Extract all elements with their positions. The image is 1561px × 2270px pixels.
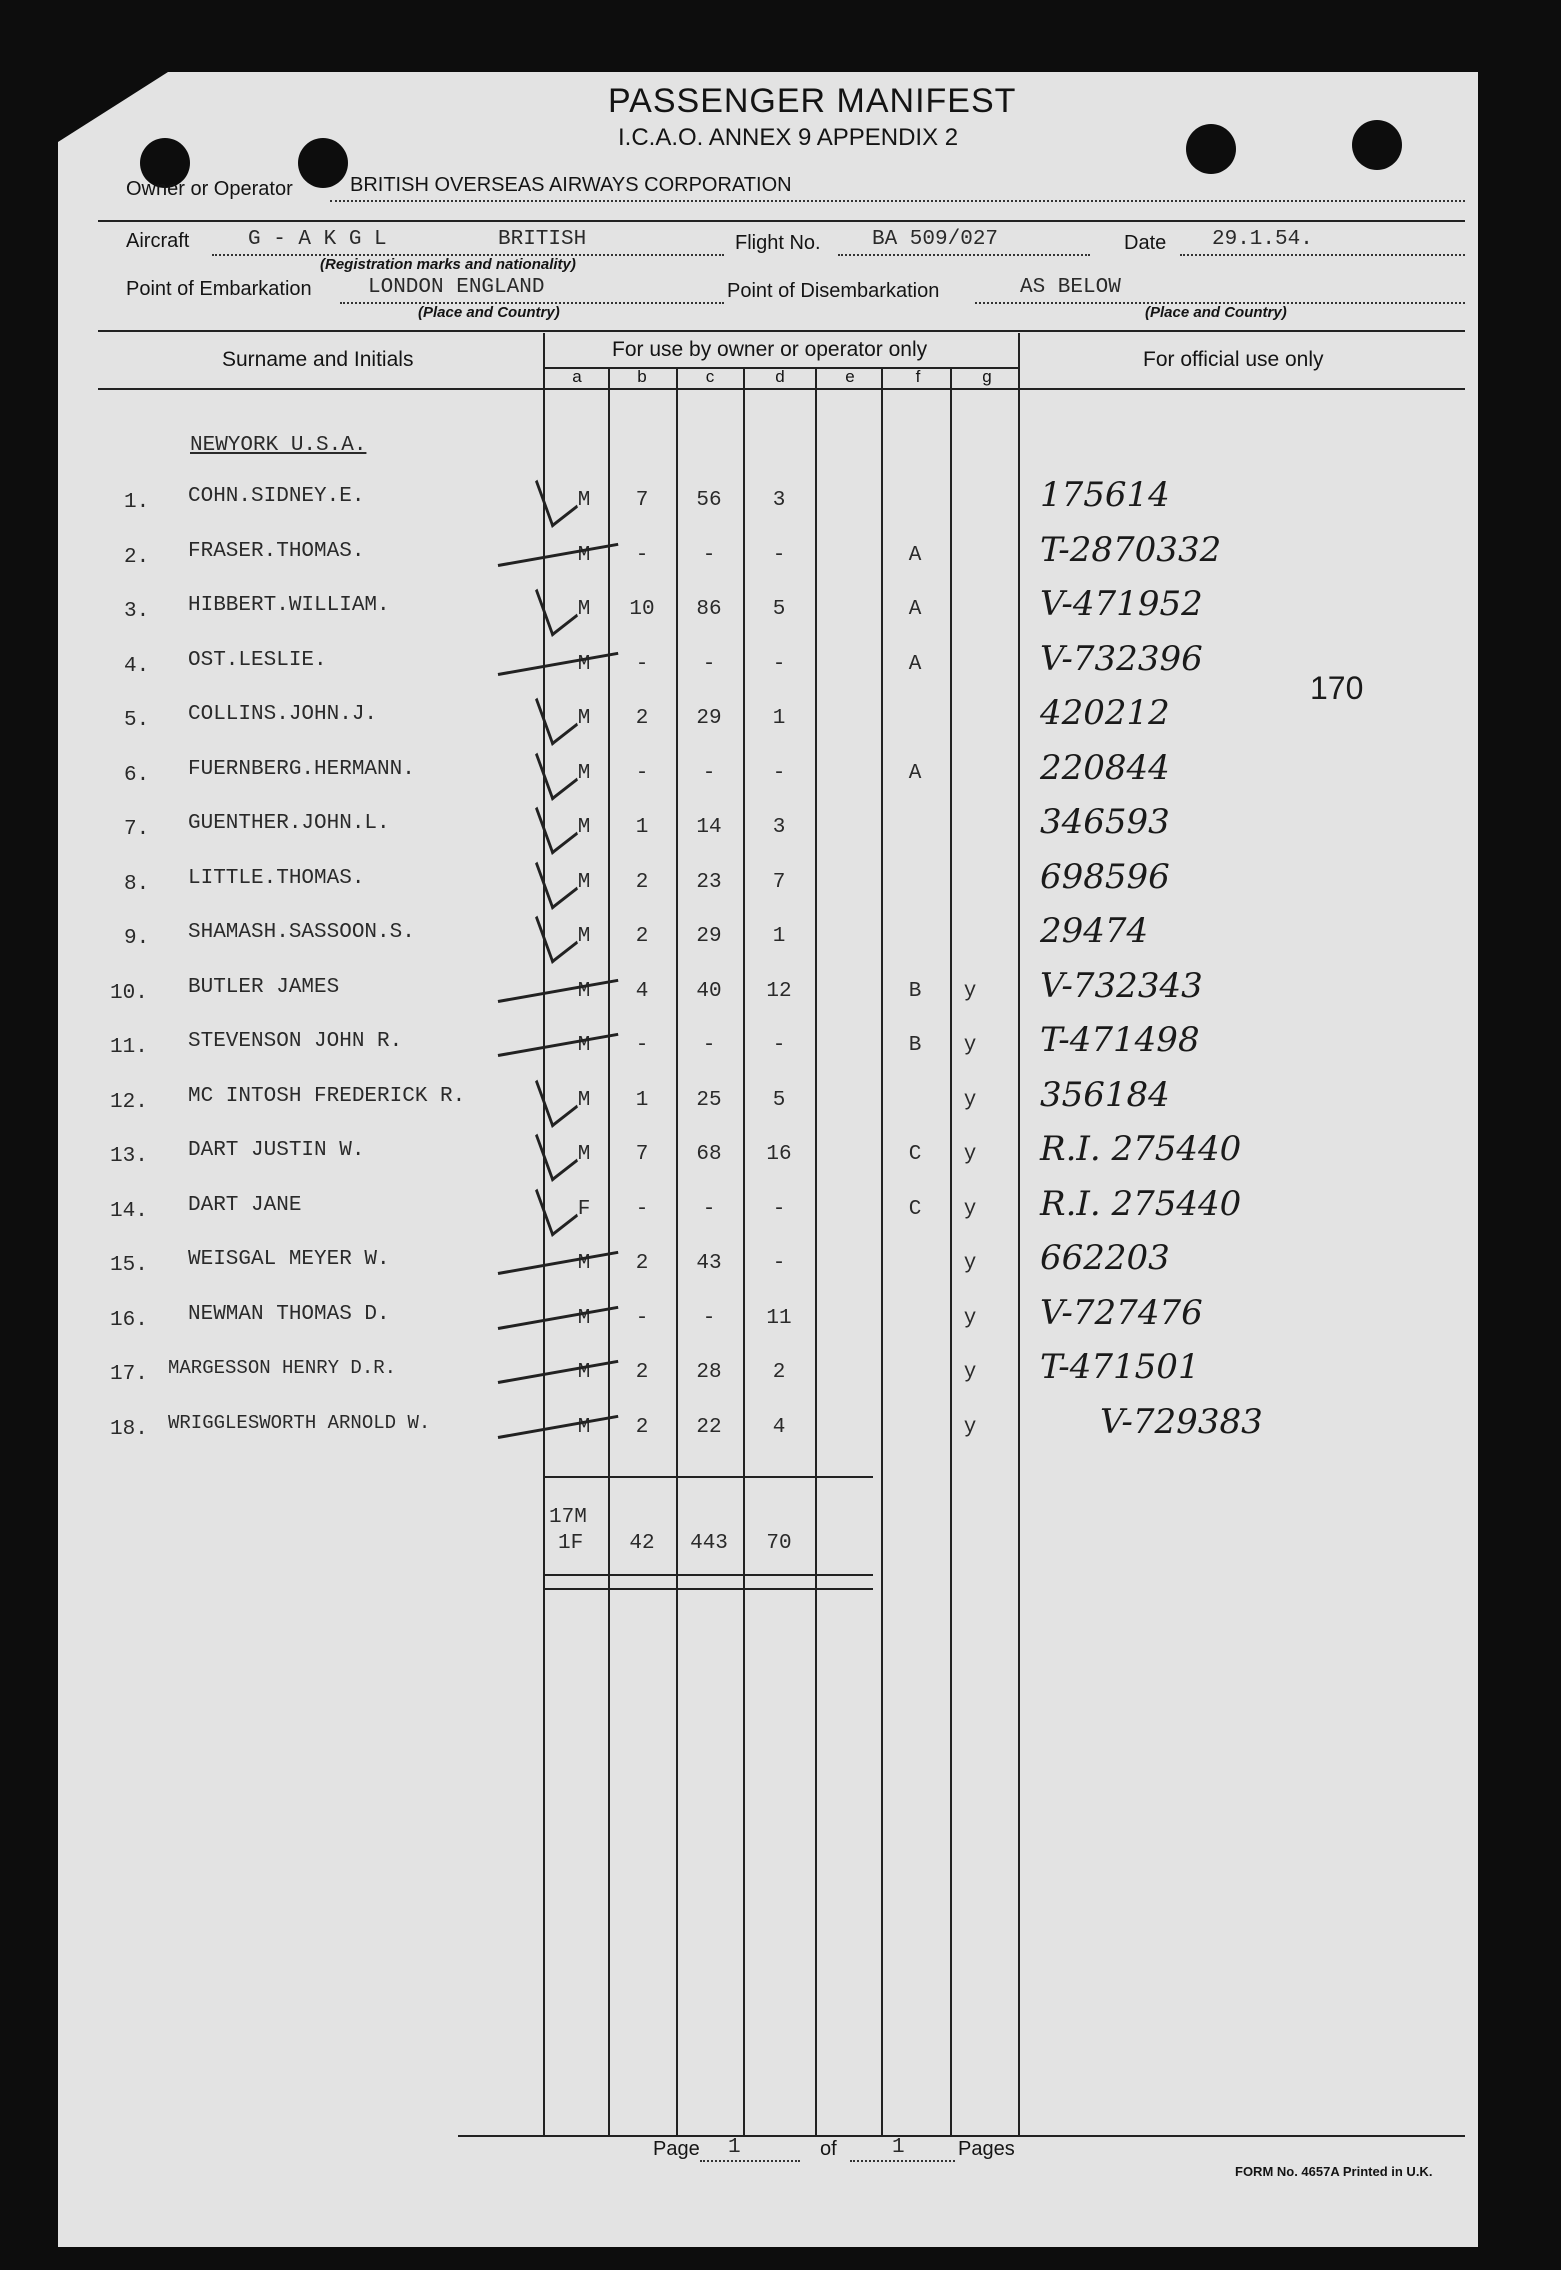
cell-c: 23 (696, 871, 722, 894)
cell-d: - (772, 544, 786, 567)
cell-c: 25 (696, 1089, 722, 1112)
cell-a: M (577, 707, 591, 730)
form-number: FORM No. 4657A Printed in U.K. (1235, 2164, 1433, 2179)
row-number: 8. (124, 873, 150, 896)
cell-b: - (635, 1034, 649, 1057)
passenger-name: FRASER.THOMAS. (188, 540, 365, 563)
official-use-entry: R.I. 275440 (1040, 1129, 1242, 1169)
passenger-name: BUTLER JAMES (188, 976, 340, 999)
cell-d: - (772, 1034, 786, 1057)
cell-c: 68 (696, 1143, 722, 1166)
cell-g: y (963, 1416, 977, 1439)
row-number: 2. (124, 546, 150, 569)
row-number: 10. (110, 982, 148, 1005)
torn-corner (58, 72, 168, 142)
official-use-column-header: For official use only (1143, 348, 1324, 371)
embarkation-label: Point of Embarkation (126, 278, 312, 300)
cell-a: M (577, 1143, 591, 1166)
passenger-name: DART JUSTIN W. (188, 1139, 365, 1162)
disembarkation-place-note: (Place and Country) (1145, 304, 1287, 321)
sub-header-d: d (775, 367, 785, 386)
cell-b: - (635, 1307, 649, 1330)
passenger-name: COLLINS.JOHN.J. (188, 703, 378, 726)
passenger-name: DART JANE (188, 1194, 302, 1217)
cell-a: M (577, 762, 591, 785)
cell-c: 14 (696, 816, 722, 839)
official-use-entry: T-471498 (1040, 1020, 1200, 1060)
passenger-name: WEISGAL MEYER W. (188, 1248, 390, 1271)
cell-d: 1 (772, 707, 786, 730)
cell-d: - (772, 762, 786, 785)
passenger-name: NEWMAN THOMAS D. (188, 1303, 390, 1326)
cell-g: y (963, 1307, 977, 1330)
cell-b: 4 (635, 980, 649, 1003)
cell-d: - (772, 1198, 786, 1221)
passenger-name: MARGESSON HENRY D.R. (168, 1357, 397, 1379)
cell-c: - (702, 762, 716, 785)
cell-c: - (702, 653, 716, 676)
cell-c: 28 (696, 1361, 722, 1384)
cell-a: M (577, 980, 591, 1003)
passenger-name: OST.LESLIE. (188, 649, 327, 672)
surname-column-header: Surname and Initials (222, 348, 414, 371)
cell-b: 2 (635, 1252, 649, 1275)
cell-f: A (908, 653, 922, 676)
cell-b: 7 (635, 1143, 649, 1166)
date-value: 29.1.54. (1212, 228, 1313, 251)
cell-b: - (635, 653, 649, 676)
cell-c: - (702, 1198, 716, 1221)
cell-b: 2 (635, 925, 649, 948)
date-label: Date (1124, 232, 1167, 254)
flight-label: Flight No. (735, 232, 821, 254)
cell-f: A (908, 762, 922, 785)
cell-c: 86 (696, 598, 722, 621)
total-a-female: 1F (558, 1532, 584, 1555)
cell-c: 43 (696, 1252, 722, 1275)
cell-a: M (577, 871, 591, 894)
cell-f: C (908, 1143, 922, 1166)
sub-header-f: f (915, 367, 921, 386)
row-number: 13. (110, 1145, 148, 1168)
row-number: 5. (124, 709, 150, 732)
punch-hole (1352, 120, 1402, 170)
cell-a: M (577, 1089, 591, 1112)
cell-d: 7 (772, 871, 786, 894)
pages-label: Pages (958, 2138, 1015, 2160)
row-number: 18. (110, 1418, 148, 1441)
row-number: 11. (110, 1036, 148, 1059)
embarkation-place-note: (Place and Country) (418, 304, 560, 321)
cell-g: y (963, 1361, 977, 1384)
official-use-entry: V-471952 (1040, 584, 1203, 624)
cell-b: - (635, 762, 649, 785)
row-number: 17. (110, 1363, 148, 1386)
row-number: 12. (110, 1091, 148, 1114)
cell-g: y (963, 1143, 977, 1166)
cell-d: 3 (772, 489, 786, 512)
passenger-name: HIBBERT.WILLIAM. (188, 594, 390, 617)
official-use-entry: V-732396 (1040, 639, 1203, 679)
passenger-name: WRIGGLESWORTH ARNOLD W. (168, 1412, 431, 1434)
cell-c: 56 (696, 489, 722, 512)
passenger-name: GUENTHER.JOHN.L. (188, 812, 390, 835)
aircraft-nationality: BRITISH (498, 228, 587, 251)
cell-c: - (702, 1034, 716, 1057)
sub-header-g: g (982, 367, 992, 386)
cell-a: M (577, 1307, 591, 1330)
official-use-entry: R.I. 275440 (1040, 1184, 1242, 1224)
cell-b: 7 (635, 489, 649, 512)
total-b: 42 (629, 1532, 655, 1555)
passenger-name: STEVENSON JOHN R. (188, 1030, 403, 1053)
official-use-entry: V-727476 (1040, 1293, 1203, 1333)
cell-c: - (702, 544, 716, 567)
row-number: 3. (124, 600, 150, 623)
registration-note: (Registration marks and nationality) (320, 256, 576, 273)
cell-b: 2 (635, 871, 649, 894)
cell-f: A (908, 544, 922, 567)
cell-a: M (577, 816, 591, 839)
cell-d: - (772, 1252, 786, 1275)
cell-d: 3 (772, 816, 786, 839)
page-number: 1 (728, 2136, 741, 2159)
cell-b: 2 (635, 1416, 649, 1439)
row-number: 7. (124, 818, 150, 841)
cell-d: 11 (766, 1307, 792, 1330)
row-number: 14. (110, 1200, 148, 1223)
total-a-male: 17M (549, 1506, 587, 1529)
cell-d: 2 (772, 1361, 786, 1384)
cell-a: M (577, 489, 591, 512)
cell-a: F (577, 1198, 591, 1221)
cell-a: M (577, 925, 591, 948)
cell-a: M (577, 1416, 591, 1439)
sub-header-b: b (637, 367, 647, 386)
owner-use-column-header: For use by owner or operator only (612, 338, 928, 361)
cell-d: 12 (766, 980, 792, 1003)
aircraft-registration: G - A K G L (248, 228, 387, 251)
disembarkation-value: AS BELOW (1020, 276, 1121, 299)
margin-note: 170 (1310, 670, 1364, 706)
cell-g: y (963, 1252, 977, 1275)
row-number: 6. (124, 764, 150, 787)
cell-f: B (908, 980, 922, 1003)
official-use-entry: 662203 (1040, 1238, 1170, 1278)
cell-b: 2 (635, 707, 649, 730)
page-subtitle: I.C.A.O. ANNEX 9 APPENDIX 2 (618, 124, 959, 151)
of-label: of (820, 2138, 837, 2160)
official-use-entry: 29474 (1040, 911, 1149, 951)
cell-b: - (635, 1198, 649, 1221)
sub-header-c: c (705, 367, 715, 386)
cell-d: 5 (772, 1089, 786, 1112)
passenger-name: LITTLE.THOMAS. (188, 867, 365, 890)
cell-g: y (963, 1089, 977, 1112)
official-use-entry: V-729383 (1100, 1402, 1263, 1442)
official-use-entry: 175614 (1040, 475, 1170, 515)
official-use-entry: V-732343 (1040, 966, 1203, 1006)
total-c: 443 (690, 1532, 728, 1555)
total-d: 70 (766, 1532, 792, 1555)
official-use-entry: 420212 (1040, 693, 1170, 733)
aircraft-label: Aircraft (126, 230, 190, 252)
row-number: 9. (124, 927, 150, 950)
cell-a: M (577, 544, 591, 567)
cell-g: y (963, 1034, 977, 1057)
cell-c: - (702, 1307, 716, 1330)
cell-b: 1 (635, 1089, 649, 1112)
official-use-entry: T-2870332 (1040, 530, 1222, 570)
cell-g: y (963, 980, 977, 1003)
embarkation-value: LONDON ENGLAND (368, 276, 545, 299)
passenger-name: SHAMASH.SASSOON.S. (188, 921, 415, 944)
sub-header-e: e (845, 367, 855, 386)
row-number: 4. (124, 655, 150, 678)
owner-label: Owner or Operator (126, 178, 293, 200)
cell-d: 1 (772, 925, 786, 948)
cell-g: y (963, 1198, 977, 1221)
passenger-name: FUERNBERG.HERMANN. (188, 758, 415, 781)
official-use-entry: 220844 (1040, 748, 1170, 788)
row-number: 1. (124, 491, 150, 514)
cell-f: A (908, 598, 922, 621)
passenger-name: COHN.SIDNEY.E. (188, 485, 365, 508)
punch-hole (1186, 124, 1236, 174)
cell-a: M (577, 653, 591, 676)
official-use-entry: T-471501 (1040, 1347, 1200, 1387)
cell-a: M (577, 1252, 591, 1275)
official-use-entry: 698596 (1040, 857, 1170, 897)
page-title: PASSENGER MANIFEST (608, 82, 1017, 120)
cell-d: 16 (766, 1143, 792, 1166)
cell-d: 5 (772, 598, 786, 621)
cell-f: B (908, 1034, 922, 1057)
page-total: 1 (892, 2136, 905, 2159)
owner-value: BRITISH OVERSEAS AIRWAYS CORPORATION (350, 174, 792, 196)
punch-hole (298, 138, 348, 188)
row-number: 15. (110, 1254, 148, 1277)
sub-header-a: a (572, 367, 582, 386)
flight-value: BA 509/027 (872, 228, 999, 251)
cell-b: - (635, 544, 649, 567)
disembarkation-label: Point of Disembarkation (727, 280, 940, 302)
cell-d: - (772, 653, 786, 676)
cell-b: 10 (629, 598, 655, 621)
section-destination: NEWYORK U.S.A. (190, 434, 367, 457)
cell-d: 4 (772, 1416, 786, 1439)
cell-f: C (908, 1198, 922, 1221)
row-number: 16. (110, 1309, 148, 1332)
official-use-entry: 346593 (1040, 802, 1170, 842)
cell-c: 29 (696, 925, 722, 948)
cell-c: 22 (696, 1416, 722, 1439)
passenger-name: MC INTOSH FREDERICK R. (188, 1085, 466, 1108)
cell-c: 40 (696, 980, 722, 1003)
official-use-entry: 356184 (1040, 1075, 1170, 1115)
cell-a: M (577, 1034, 591, 1057)
cell-c: 29 (696, 707, 722, 730)
page-label: Page (653, 2138, 700, 2160)
cell-a: M (577, 598, 591, 621)
cell-a: M (577, 1361, 591, 1384)
cell-b: 1 (635, 816, 649, 839)
cell-b: 2 (635, 1361, 649, 1384)
